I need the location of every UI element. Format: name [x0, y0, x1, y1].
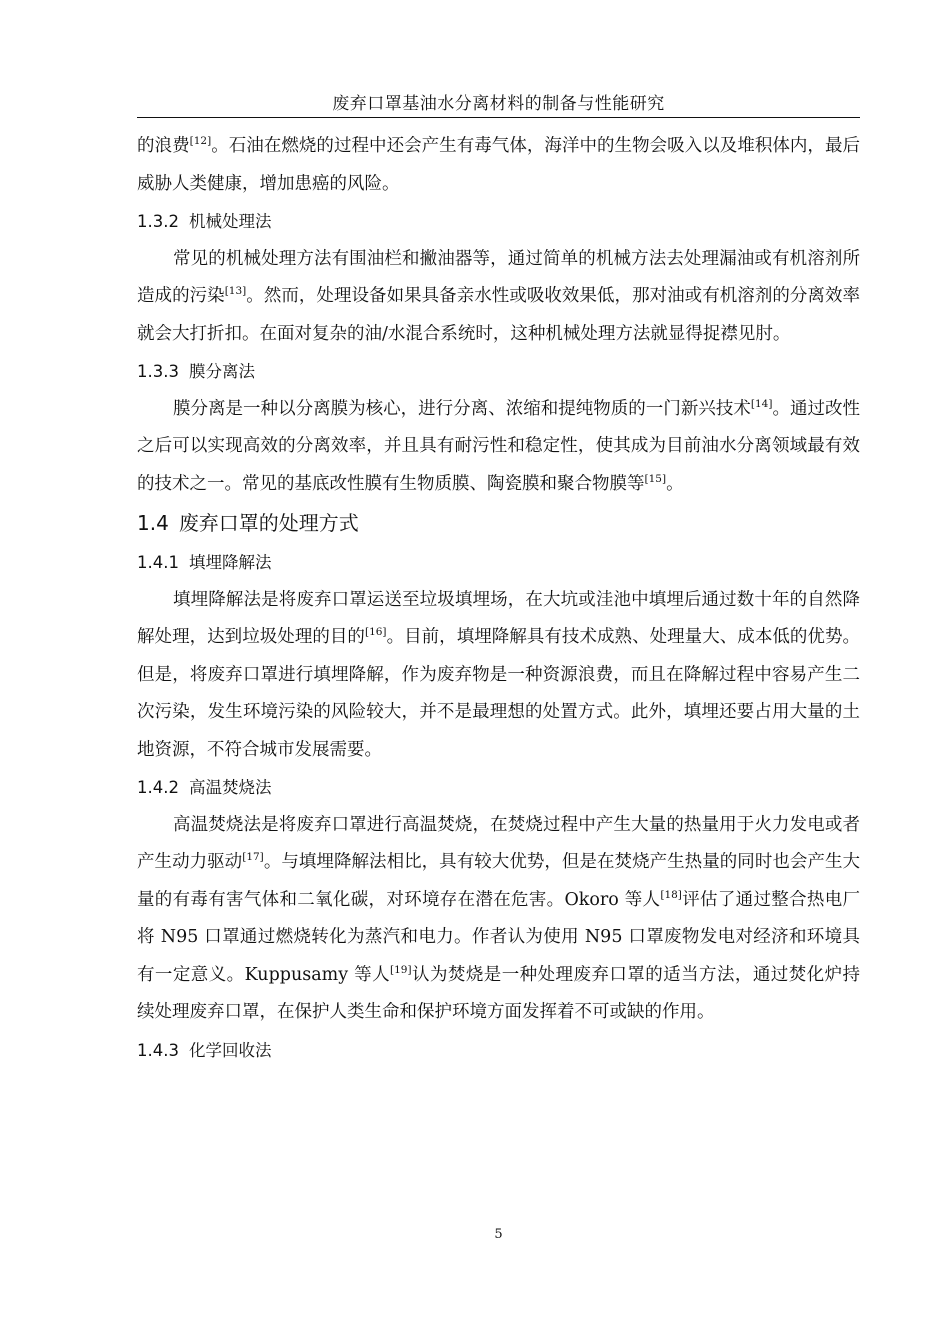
body-paragraph: [137, 241, 860, 354]
heading-number: 1.4.3: [137, 1040, 179, 1060]
body-paragraph: [137, 807, 860, 1032]
body-content: [137, 128, 860, 1069]
heading-number: 1.3.3: [137, 362, 179, 381]
heading-title: 填埋降解法: [188, 553, 272, 572]
citation-ref: [15]: [644, 472, 667, 485]
heading-title: 膜分离法: [188, 362, 255, 381]
paragraph-text: 认为焚烧是一种处理废弃口罩的适当方法，通过焚化炉持续处理废弃口罩，在保护人类生命和保护环境方面发挥着不可或缺的作用。: [137, 964, 861, 1022]
section-heading: [137, 503, 860, 544]
subsection-heading: [137, 1032, 860, 1070]
heading-number: 1.4.2: [137, 778, 179, 797]
citation-ref: [18]: [660, 888, 682, 901]
running-header: 废弃口罩基油水分离材料的制备与性能研究: [332, 94, 665, 114]
paragraph-text: 。然而，处理设备如果具备亲水性或吸收效果低，那对油或有机溶剂的分离效率就会大打折扣。在面对复杂的油/水混合系统时，这种机械处理方法就显得捉襟见肘。: [137, 286, 861, 344]
paragraph-text: 常见的机械处理方法有围油栏和撇油器等，通过简单的机械方法去处理漏油或有机溶剂所造成的污染: [137, 248, 860, 306]
citation-ref: [19]: [390, 963, 412, 976]
subsection-heading: [137, 544, 860, 582]
heading-title: 废弃口罩的处理方式: [178, 511, 359, 535]
citation-ref: [14]: [750, 397, 773, 410]
citation-ref: [17]: [242, 851, 264, 863]
body-paragraph: [137, 391, 860, 504]
heading-title: 高温焚烧法: [188, 778, 272, 797]
heading-number: 1.4: [137, 511, 169, 535]
subsection-heading: [137, 203, 860, 241]
paragraph-text: 。目前，填埋降解具有技术成熟、处理量大、成本低的优势。但是，将废弃口罩进行填埋降解，作为废弃物是一种资源浪费，而且在降解过程中容易产生二次污染，发生环境污染的风险较大，并不是最理想的处置方式。此外，填埋还要占用大量的土地资源，不符合城市发展需要。: [137, 627, 860, 760]
body-paragraph: [137, 128, 860, 203]
paragraph-text: 的浪费: [137, 136, 190, 156]
paragraph-text: 。通过改性之后可以实现高效的分离效率，并且具有耐污性和稳定性，使其成为目前油水分离领域最有效的技术之一。常见的基底改性膜有生物质膜、陶瓷膜和聚合物膜等: [137, 398, 861, 494]
body-paragraph: [137, 582, 860, 770]
citation-ref: [13]: [224, 285, 247, 297]
page-number: 5: [494, 1227, 503, 1242]
paragraph-text: 。与填埋降解法相比，具有较大优势，但是在焚烧产生热量的同时也会产生大量的有毒有害气体和二氧化碳，对环境存在潜在危害。Okoro 等人: [137, 852, 861, 910]
heading-title: 机械处理法: [188, 212, 272, 231]
paragraph-text: 膜分离是一种以分离膜为核心，进行分离、浓缩和提纯物质的一门新兴技术: [173, 398, 751, 419]
header-rule: [137, 117, 860, 118]
subsection-heading: [137, 769, 860, 807]
citation-ref: [12]: [189, 135, 212, 147]
paragraph-text: 评估了通过整合热电厂将 N95 口罩通过燃烧转化为蒸汽和电力。作者认为使用 N95 口罩废物发电对经济和环境具有一定意义。Kuppusamy 等人: [137, 889, 861, 985]
heading-title: 化学回收法: [188, 1040, 272, 1060]
paragraph-text: 填埋降解法是将废弃口罩运送至垃圾填埋场，在大坑或洼池中填埋后通过数十年的自然降解处理，达到垃圾处理的目的: [137, 589, 860, 647]
subsection-heading: [137, 353, 860, 391]
heading-number: 1.3.2: [137, 212, 179, 231]
paragraph-text: 。石油在燃烧的过程中还会产生有毒气体，海洋中的生物会吸入以及堆积体内，最后威胁人类健康，增加患癌的风险。: [137, 136, 860, 194]
paragraph-text: 。: [666, 473, 684, 494]
citation-ref: [16]: [364, 626, 387, 638]
document-page: [137, 0, 860, 1344]
paragraph-text: 高温焚烧法是将废弃口罩进行高温焚烧，在焚烧过程中产生大量的热量用于火力发电或者产生动力驱动: [137, 814, 860, 872]
heading-number: 1.4.1: [137, 553, 179, 572]
